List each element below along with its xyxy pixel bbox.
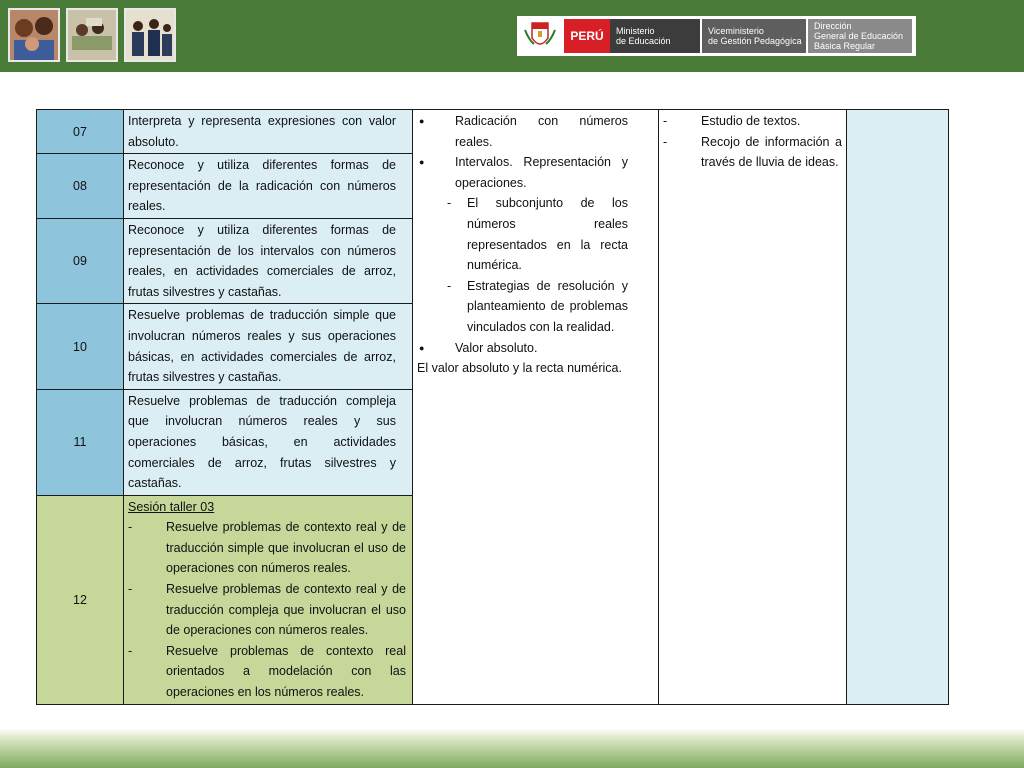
capacity-text: Resuelve problemas de traducción compleja que involucran números reales y sus operaciones básicas, en actividades comerciales de arroz, frutas silvestres y castañas.	[128, 393, 396, 491]
ministry-banner	[517, 16, 916, 56]
session-number: 08	[37, 154, 124, 219]
empty-column-cell	[847, 110, 949, 705]
session-number: 12	[37, 495, 124, 704]
capacity-cell	[124, 304, 413, 389]
list-item: ● Radicación con números reales.	[419, 114, 628, 149]
peru-label: PERÚ	[564, 19, 610, 53]
header-bar	[0, 0, 1024, 72]
header-photo-students	[124, 8, 176, 62]
list-item: - Estudio de textos.	[663, 114, 801, 128]
list-item: ● Intervalos. Representación y operaciones.	[419, 155, 628, 190]
capacity-cell	[124, 389, 413, 495]
contents-final-line: El valor absoluto y la recta numérica.	[417, 361, 622, 376]
session-number: 11	[37, 389, 124, 495]
header-photo-classroom	[66, 8, 118, 62]
capacity-text: Reconoce y utiliza diferentes formas de representación de la radicación con números reales.	[128, 158, 396, 214]
session-number: 07	[37, 110, 124, 154]
list-item: - Resuelve problemas de contexto real y de traducción simple que involucran el uso de operaciones con números reales.	[128, 520, 406, 576]
capacity-text: Reconoce y utiliza diferentes formas de representación de los intervalos con números reales, en actividades comerciales de arroz, frutas silvestres y castañas.	[128, 222, 396, 299]
list-item: - El subconjunto de los números reales representados en la recta numérica.	[447, 196, 628, 273]
footer-gradient	[0, 728, 1024, 768]
list-item: - Recojo de información a través de lluvia de ideas.	[663, 134, 842, 170]
session-number: 10	[37, 304, 124, 389]
capacity-text: Resuelve problemas de traducción simple que involucran números reales y sus operaciones básicas, en actividades comerciales de arroz, frutas silvestres y castañas.	[128, 308, 396, 385]
list-item: - Resuelve problemas de contexto real orientados a modelación con las operaciones en los números reales.	[128, 643, 406, 700]
ministry-label: Ministerio de Educación	[610, 19, 700, 53]
viceministry-label: Viceministerio de Gestión Pedagógica	[702, 19, 806, 53]
strategies-cell	[659, 110, 847, 705]
peru-shield-icon	[521, 20, 559, 52]
list-item: - Resuelve problemas de contexto real y de traducción compleja que involucran el uso de operaciones con números reales.	[128, 582, 406, 638]
capacity-text: Interpreta y representa expresiones con valor absoluto.	[128, 114, 396, 149]
list-item: ● Valor absoluto.	[419, 340, 538, 355]
list-item: - Estrategias de resolución y planteamiento de problemas vinculados con la realidad.	[447, 278, 628, 334]
capacity-cell	[124, 110, 413, 154]
curriculum-table	[36, 109, 949, 705]
capacity-cell	[124, 218, 413, 303]
capacity-cell	[124, 154, 413, 219]
direction-label: Dirección General de Educación Básica Regular	[808, 19, 912, 53]
table-row	[37, 110, 949, 154]
session-workshop-cell	[124, 495, 413, 704]
contents-cell	[413, 110, 659, 705]
header-photo-children	[8, 8, 60, 62]
session-number: 09	[37, 218, 124, 303]
session-title: Sesión taller 03	[128, 499, 215, 514]
